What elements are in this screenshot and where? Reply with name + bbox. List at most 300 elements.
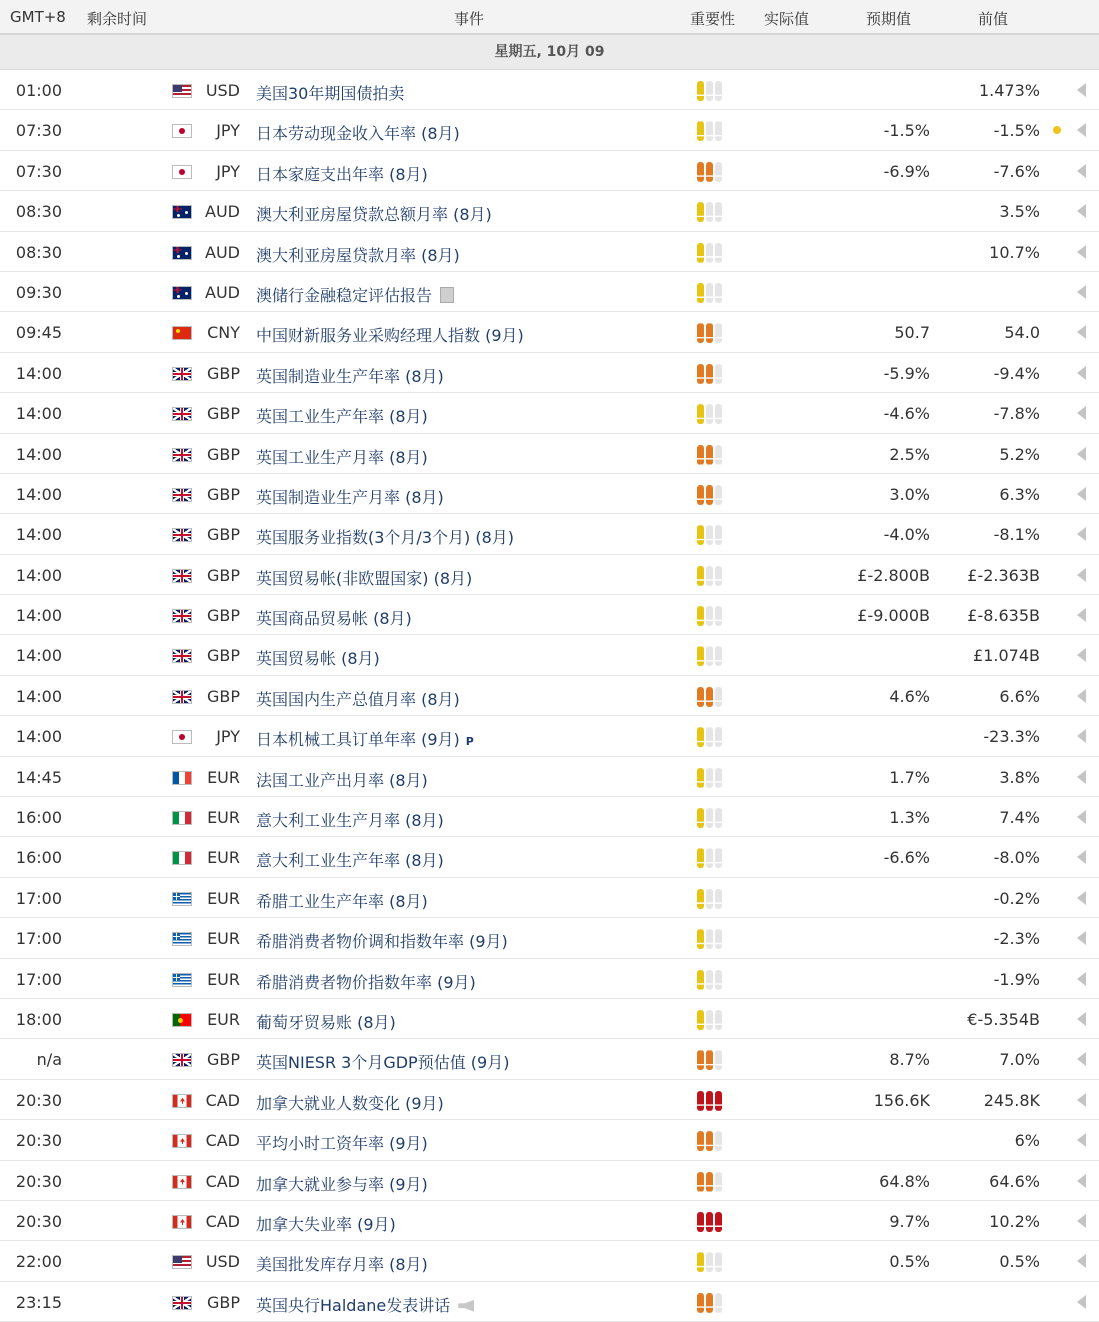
flag-gb-icon (172, 488, 192, 502)
currency-code: EUR (207, 969, 240, 989)
previous-value: -7.8% (993, 404, 1040, 424)
flag-jp-icon (172, 730, 192, 744)
expand-arrow-icon[interactable] (1077, 83, 1086, 97)
importance-bar (715, 970, 722, 990)
previous-value: €-5.354B (967, 1009, 1040, 1029)
table-row[interactable] (0, 272, 1099, 312)
table-row[interactable] (0, 595, 1099, 635)
header-event: 事件 (454, 10, 485, 28)
event-link[interactable] (256, 1091, 444, 1114)
event-time: 07:30 (15, 121, 62, 141)
event-time: 14:00 (15, 404, 62, 424)
day-separator: 星期五, 10月 09 (0, 35, 1099, 70)
speaker-icon (458, 1300, 474, 1312)
currency-code: GBP (206, 606, 240, 626)
importance-bar (697, 768, 704, 788)
importance-bar (697, 566, 704, 586)
expand-arrow-icon[interactable] (1077, 527, 1086, 541)
event-time: 17:00 (15, 929, 62, 949)
expand-arrow-icon[interactable] (1077, 123, 1086, 137)
event-title[interactable]: 美国30年期国债拍卖 (256, 84, 405, 103)
table-row[interactable] (0, 393, 1099, 433)
importance-bar (715, 646, 722, 666)
event-time: 18:00 (15, 1009, 62, 1029)
currency-code: JPY (216, 121, 240, 141)
previous-value: 0.5% (999, 1252, 1040, 1272)
currency-code: JPY (216, 727, 240, 747)
importance-indicator (697, 1131, 727, 1151)
importance-indicator (697, 243, 727, 263)
forecast-value: -4.6% (883, 404, 930, 424)
forecast-value: 9.7% (889, 1211, 930, 1231)
expand-arrow-icon[interactable] (1077, 1254, 1086, 1268)
table-row[interactable] (0, 1080, 1099, 1120)
currency-code: EUR (207, 929, 240, 949)
currency-code: CAD (205, 1171, 240, 1191)
event-title[interactable]: 希腊消费者物价指数年率 (9月) (256, 972, 476, 992)
event-title[interactable]: 意大利工业生产月率 (8月) (256, 811, 444, 831)
event-link[interactable] (256, 404, 428, 427)
previous-value: 7.4% (999, 808, 1040, 828)
event-link[interactable] (256, 929, 508, 952)
importance-indicator (697, 970, 727, 990)
importance-bar (697, 1172, 704, 1192)
table-row[interactable] (0, 312, 1099, 352)
expand-arrow-icon[interactable] (1077, 204, 1086, 218)
importance-bar (715, 121, 722, 141)
expand-arrow-icon[interactable] (1077, 608, 1086, 622)
currency-code: EUR (207, 848, 240, 868)
event-link[interactable] (256, 81, 404, 104)
event-link[interactable] (256, 566, 472, 589)
event-link[interactable] (256, 889, 428, 912)
event-title[interactable]: 英国工业生产年率 (8月) (256, 407, 428, 427)
forecast-value: £-2.800B (857, 565, 930, 585)
importance-bar (715, 283, 722, 303)
importance-indicator (697, 1050, 727, 1070)
event-link[interactable] (256, 525, 514, 548)
table-row[interactable] (0, 474, 1099, 514)
importance-bar (715, 404, 722, 424)
currency-code: AUD (205, 202, 240, 222)
flag-gb-icon (172, 528, 192, 542)
importance-bar (706, 121, 713, 141)
importance-bar (706, 445, 713, 465)
previous-value: £-2.363B (967, 565, 1040, 585)
importance-indicator (697, 606, 727, 626)
expand-arrow-icon[interactable] (1077, 406, 1086, 420)
previous-value: 7.0% (999, 1050, 1040, 1070)
event-title[interactable]: 英国商品贸易帐 (8月) (256, 609, 412, 629)
forecast-value: 4.6% (889, 686, 930, 706)
importance-bar (706, 727, 713, 747)
event-title[interactable]: 英国制造业生产年率 (8月) (256, 366, 444, 386)
event-link[interactable] (256, 121, 460, 144)
table-row[interactable] (0, 757, 1099, 797)
currency-code: GBP (206, 363, 240, 383)
currency-code: GBP (206, 1292, 240, 1312)
expand-arrow-icon[interactable] (1077, 1214, 1086, 1228)
currency-code: GBP (206, 404, 240, 424)
importance-bar (706, 202, 713, 222)
expand-arrow-icon[interactable] (1077, 810, 1086, 824)
importance-bar (715, 889, 722, 909)
importance-indicator (697, 162, 727, 182)
expand-arrow-icon[interactable] (1077, 366, 1086, 380)
previous-value: 245.8K (983, 1090, 1040, 1110)
importance-bar (706, 323, 713, 343)
importance-indicator (697, 727, 727, 747)
expand-arrow-icon[interactable] (1077, 729, 1086, 743)
expand-arrow-icon[interactable] (1077, 850, 1086, 864)
importance-bar (706, 1293, 713, 1313)
flag-it-icon (172, 811, 192, 825)
event-title[interactable]: 英国制造业生产月率 (8月) (256, 487, 444, 507)
importance-indicator (697, 323, 727, 343)
importance-bar (715, 1172, 722, 1192)
event-link[interactable] (256, 202, 492, 225)
event-link[interactable] (256, 162, 428, 185)
table-row[interactable] (0, 434, 1099, 474)
header-previous: 前值 (978, 10, 1009, 28)
importance-bar (706, 364, 713, 384)
event-link[interactable] (256, 970, 476, 993)
importance-bar (706, 1010, 713, 1030)
importance-indicator (697, 1252, 727, 1272)
flag-gb-icon (172, 690, 192, 704)
previous-value: 5.2% (999, 444, 1040, 464)
event-time: 20:30 (15, 1171, 62, 1191)
previous-value: 6.6% (999, 686, 1040, 706)
event-link[interactable] (256, 1172, 428, 1195)
importance-indicator (697, 889, 727, 909)
previous-value: 6% (1014, 1131, 1040, 1151)
flag-au-icon (172, 205, 192, 219)
event-link[interactable] (256, 1010, 396, 1033)
event-link[interactable] (256, 1293, 474, 1316)
event-title[interactable]: 平均小时工资年率 (9月) (256, 1134, 428, 1154)
importance-indicator (697, 121, 727, 141)
alert-dot-icon (1053, 126, 1061, 134)
event-title[interactable]: 日本劳动现金收入年率 (8月) (256, 124, 460, 144)
importance-bar (715, 1131, 722, 1151)
event-title[interactable]: 英国贸易帐(非欧盟国家) (8月) (256, 568, 473, 588)
event-link[interactable] (256, 1212, 396, 1235)
forecast-value: 0.5% (889, 1252, 930, 1272)
event-title[interactable]: 澳储行金融稳定评估报告 (256, 285, 433, 305)
table-row[interactable] (0, 151, 1099, 191)
table-row[interactable] (0, 232, 1099, 272)
importance-bar (697, 929, 704, 949)
event-link[interactable] (256, 283, 454, 306)
flag-gb-icon (172, 407, 192, 421)
importance-indicator (697, 768, 727, 788)
previous-value: -8.0% (993, 848, 1040, 868)
table-row[interactable] (0, 1282, 1099, 1322)
header-actual: 实际值 (764, 10, 810, 28)
expand-arrow-icon[interactable] (1077, 325, 1086, 339)
table-row[interactable] (0, 1241, 1099, 1281)
currency-code: CAD (205, 1090, 240, 1110)
importance-bar (706, 81, 713, 101)
currency-code: EUR (207, 888, 240, 908)
event-time: 16:00 (15, 848, 62, 868)
previous-value: £-8.635B (967, 606, 1040, 626)
previous-value: -23.3% (983, 727, 1040, 747)
event-time: 14:00 (15, 565, 62, 585)
importance-bar (706, 162, 713, 182)
forecast-value: -6.9% (883, 161, 930, 181)
event-title[interactable]: 法国工业产出月率 (8月) (256, 770, 428, 790)
event-title[interactable]: 希腊消费者物价调和指数年率 (9月) (256, 932, 508, 952)
event-time: 16:00 (15, 808, 62, 828)
importance-bar (697, 445, 704, 465)
event-time: 14:00 (15, 525, 62, 545)
table-row[interactable] (0, 1039, 1099, 1079)
expand-arrow-icon[interactable] (1077, 447, 1086, 461)
importance-indicator (697, 1212, 727, 1232)
currency-code: EUR (207, 1009, 240, 1029)
currency-code: GBP (206, 525, 240, 545)
currency-code: GBP (206, 686, 240, 706)
importance-bar (706, 1212, 713, 1232)
importance-bar (706, 929, 713, 949)
previous-value: -1.5% (993, 121, 1040, 141)
event-link[interactable] (256, 808, 444, 831)
importance-bar (715, 606, 722, 626)
event-title[interactable]: 葡萄牙贸易账 (8月) (256, 1012, 396, 1032)
table-row[interactable] (0, 797, 1099, 837)
preliminary-tag: P (465, 735, 474, 749)
table-row[interactable] (0, 635, 1099, 675)
importance-indicator (697, 929, 727, 949)
importance-indicator (697, 566, 727, 586)
currency-code: GBP (206, 646, 240, 666)
table-row[interactable] (0, 716, 1099, 756)
event-time: 17:00 (15, 969, 62, 989)
event-title[interactable]: 英国NIESR 3个月GDP预估值 (9月) (256, 1053, 510, 1073)
event-title[interactable]: 英国工业生产月率 (8月) (256, 447, 428, 467)
expand-arrow-icon[interactable] (1077, 689, 1086, 703)
expand-arrow-icon[interactable] (1077, 1133, 1086, 1147)
event-link[interactable] (256, 768, 428, 791)
previous-value: -9.4% (993, 363, 1040, 383)
importance-bar (697, 323, 704, 343)
expand-arrow-icon[interactable] (1077, 891, 1086, 905)
flag-it-icon (172, 851, 192, 865)
importance-bar (706, 768, 713, 788)
previous-value: 3.8% (999, 767, 1040, 787)
event-link[interactable] (256, 1252, 428, 1275)
table-row[interactable] (0, 918, 1099, 958)
importance-bar (715, 202, 722, 222)
importance-bar (715, 566, 722, 586)
importance-bar (706, 848, 713, 868)
forecast-value: 156.6K (873, 1090, 930, 1110)
table-row[interactable] (0, 1120, 1099, 1160)
forecast-value: 1.7% (889, 767, 930, 787)
expand-arrow-icon[interactable] (1077, 931, 1086, 945)
forecast-value: £-9.000B (857, 606, 930, 626)
flag-gr-icon (172, 892, 192, 906)
importance-bar (715, 1010, 722, 1030)
expand-arrow-icon[interactable] (1077, 245, 1086, 259)
currency-code: AUD (205, 242, 240, 262)
expand-arrow-icon[interactable] (1077, 1174, 1086, 1188)
table-row[interactable] (0, 110, 1099, 150)
importance-bar (706, 646, 713, 666)
event-link[interactable] (256, 445, 428, 468)
table-header (0, 0, 1099, 35)
event-time: 14:00 (15, 727, 62, 747)
importance-bar (715, 1293, 722, 1313)
previous-value: 64.6% (989, 1171, 1040, 1191)
event-time: 20:30 (15, 1090, 62, 1110)
event-time: 07:30 (15, 161, 62, 181)
importance-bar (697, 727, 704, 747)
event-link[interactable] (256, 1050, 509, 1073)
flag-gb-icon (172, 1053, 192, 1067)
importance-indicator (697, 646, 727, 666)
importance-bar (715, 243, 722, 263)
table-row[interactable] (0, 878, 1099, 918)
event-title[interactable]: 加拿大就业参与率 (9月) (256, 1174, 428, 1194)
expand-arrow-icon[interactable] (1077, 568, 1086, 582)
table-row[interactable] (0, 959, 1099, 999)
event-link[interactable] (256, 646, 380, 669)
expand-arrow-icon[interactable] (1077, 972, 1086, 986)
importance-bar (706, 606, 713, 626)
table-row[interactable] (0, 1201, 1099, 1241)
previous-value: -0.2% (993, 888, 1040, 908)
previous-value: 10.7% (989, 242, 1040, 262)
header-timezone[interactable]: GMT+8 (10, 8, 66, 26)
table-row[interactable] (0, 999, 1099, 1039)
previous-value: £1.074B (973, 646, 1040, 666)
forecast-value: -5.9% (883, 363, 930, 383)
event-link[interactable] (256, 485, 444, 508)
table-row[interactable] (0, 555, 1099, 595)
event-title[interactable]: 英国服务业指数(3个月/3个月) (8月) (256, 528, 514, 548)
importance-indicator (697, 445, 727, 465)
table-row[interactable] (0, 191, 1099, 231)
expand-arrow-icon[interactable] (1077, 1012, 1086, 1026)
currency-code: CNY (207, 323, 240, 343)
importance-bar (697, 1252, 704, 1272)
importance-bar (715, 1091, 722, 1111)
importance-indicator (697, 485, 727, 505)
importance-indicator (697, 687, 727, 707)
importance-bar (697, 848, 704, 868)
importance-bar (697, 485, 704, 505)
table-row[interactable] (0, 1161, 1099, 1201)
event-time: 14:00 (15, 444, 62, 464)
importance-bar (706, 485, 713, 505)
event-title[interactable]: 澳大利亚房屋贷款总额月率 (8月) (256, 205, 492, 225)
event-title[interactable]: 意大利工业生产年率 (8月) (256, 851, 444, 871)
event-title[interactable]: 美国批发库存月率 (8月) (256, 1255, 428, 1275)
flag-au-icon (172, 246, 192, 260)
importance-bar (706, 243, 713, 263)
event-time: 14:00 (15, 484, 62, 504)
event-link[interactable] (256, 727, 474, 750)
importance-indicator (697, 202, 727, 222)
event-title[interactable]: 加拿大就业人数变化 (9月) (256, 1093, 444, 1113)
forecast-value: -4.0% (883, 525, 930, 545)
currency-code: USD (205, 81, 240, 100)
expand-arrow-icon[interactable] (1077, 1295, 1086, 1309)
event-title[interactable]: 加拿大失业率 (9月) (256, 1214, 396, 1234)
event-title[interactable]: 中国财新服务业采购经理人指数 (9月) (256, 326, 524, 346)
event-time: 14:00 (15, 646, 62, 666)
expand-arrow-icon[interactable] (1077, 648, 1086, 662)
expand-arrow-icon[interactable] (1077, 770, 1086, 784)
expand-arrow-icon[interactable] (1077, 164, 1086, 178)
event-title[interactable]: 英国国内生产总值月率 (8月) (256, 689, 460, 709)
event-link[interactable] (256, 323, 524, 346)
event-link[interactable] (256, 243, 460, 266)
currency-code: CAD (205, 1211, 240, 1231)
currency-code: EUR (207, 808, 240, 828)
event-title[interactable]: 英国央行Haldane发表讲话 (256, 1295, 451, 1315)
importance-bar (715, 687, 722, 707)
flag-jp-icon (172, 165, 192, 179)
importance-bar (697, 808, 704, 828)
forecast-value: 3.0% (889, 484, 930, 504)
expand-arrow-icon[interactable] (1077, 1093, 1086, 1107)
event-title[interactable]: 英国贸易帐 (8月) (256, 649, 380, 669)
event-link[interactable] (256, 1131, 428, 1154)
previous-value: -7.6% (993, 161, 1040, 181)
importance-bar (715, 1252, 722, 1272)
event-time: 14:00 (15, 363, 62, 383)
flag-gb-icon (172, 367, 192, 381)
previous-value: 54.0 (1004, 323, 1040, 343)
table-row[interactable] (0, 514, 1099, 554)
expand-arrow-icon[interactable] (1077, 1052, 1086, 1066)
importance-bar (706, 566, 713, 586)
importance-bar (715, 1212, 722, 1232)
event-title[interactable]: 希腊工业生产年率 (8月) (256, 891, 428, 911)
event-title[interactable]: 澳大利亚房屋贷款月率 (8月) (256, 245, 460, 265)
previous-value: -1.9% (993, 969, 1040, 989)
flag-us-icon (172, 1255, 192, 1269)
table-row[interactable] (0, 676, 1099, 716)
table-row[interactable] (0, 837, 1099, 877)
event-link[interactable] (256, 364, 444, 387)
currency-code: AUD (205, 282, 240, 302)
event-title[interactable]: 日本机械工具订单年率 (9月) (256, 730, 460, 750)
event-link[interactable] (256, 606, 412, 629)
event-time: 01:00 (15, 81, 62, 100)
event-time: 17:00 (15, 888, 62, 908)
event-link[interactable] (256, 848, 444, 871)
importance-bar (706, 970, 713, 990)
importance-bar (706, 687, 713, 707)
importance-bar (706, 1252, 713, 1272)
importance-bar (706, 404, 713, 424)
event-link[interactable] (256, 687, 460, 710)
currency-code: EUR (207, 767, 240, 787)
expand-arrow-icon[interactable] (1077, 285, 1086, 299)
event-table (0, 70, 1099, 1322)
table-row[interactable] (0, 70, 1099, 110)
header-importance: 重要性 (690, 10, 736, 28)
expand-arrow-icon[interactable] (1077, 487, 1086, 501)
importance-indicator (697, 364, 727, 384)
event-title[interactable]: 日本家庭支出年率 (8月) (256, 164, 428, 184)
table-row[interactable] (0, 353, 1099, 393)
